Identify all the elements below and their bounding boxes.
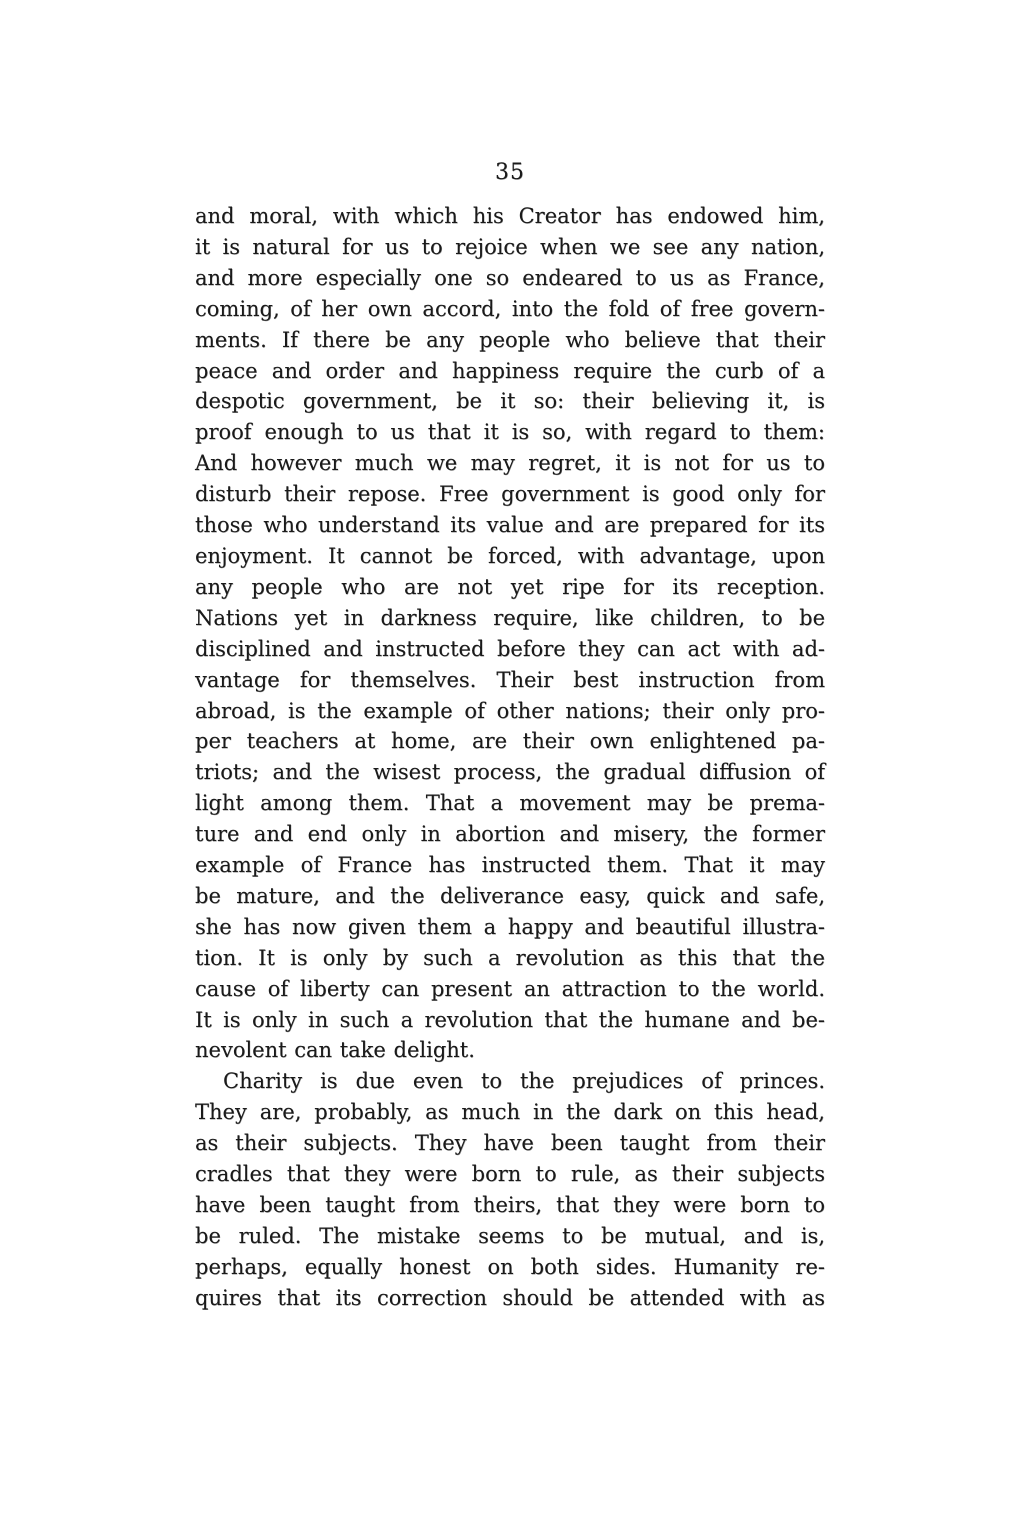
text-line: any people who are not yet ripe for its reception.	[195, 574, 825, 599]
text-line: despotic government, be it so: their believing it, is	[195, 389, 825, 414]
text-line: disturb their repose. Free government is good only for	[195, 482, 825, 507]
body-text	[195, 201, 825, 1314]
text-line: disciplined and instructed before they can act with ad-	[195, 636, 825, 661]
text-line: she has now given them a happy and beautiful illustra-	[195, 914, 825, 939]
text-line: coming, of her own accord, into the fold of free govern-	[195, 296, 825, 321]
text-line: triots; and the wisest process, the gradual diffusion of	[195, 760, 825, 785]
text-line: those who understand its value and are prepared for its	[195, 513, 825, 538]
text-line: peace and order and happiness require the curb of a	[195, 358, 825, 383]
text-line: It is only in such a revolution that the humane and be-	[195, 1007, 825, 1032]
paragraph	[195, 1066, 825, 1313]
text-line: abroad, is the example of other nations; their only pro-	[195, 698, 825, 723]
text-line: proof enough to us that it is so, with regard to them:	[195, 420, 825, 445]
text-line: as their subjects. They have been taught from their	[195, 1131, 825, 1156]
text-line: Nations yet in darkness require, like children, to be	[195, 605, 825, 630]
text-line: ture and end only in abortion and misery, the former	[195, 822, 825, 847]
page-number: 35	[495, 160, 525, 185]
text-line: perhaps, equally honest on both sides. Humanity re-	[195, 1254, 825, 1279]
text-line: example of France has instructed them. That it may	[195, 853, 825, 878]
text-line: it is natural for us to rejoice when we see any nation,	[195, 234, 825, 259]
text-line: be mature, and the deliverance easy, quick and safe,	[195, 883, 825, 908]
text-line: be ruled. The mistake seems to be mutual, and is,	[195, 1223, 825, 1248]
text-line: and moral, with which his Creator has endowed him,	[195, 204, 825, 228]
text-line: tion. It is only by such a revolution as this that the	[195, 945, 825, 970]
text-line: vantage for themselves. Their best instruction from	[195, 667, 825, 692]
text-line: ments. If there be any people who believe that their	[195, 327, 825, 352]
text-line: cradles that they were born to rule, as their subjects	[195, 1162, 825, 1187]
text-line: Charity is due even to the prejudices of princes.	[223, 1069, 825, 1094]
text-line: enjoyment. It cannot be forced, with advantage, upon	[195, 543, 825, 568]
text-line: nevolent can take delight.	[195, 1038, 475, 1063]
text-line: cause of liberty can present an attraction to the world.	[195, 976, 825, 1001]
paragraph	[195, 201, 825, 1066]
text-line: have been taught from theirs, that they were born to	[195, 1193, 825, 1217]
text-line: quires that its correction should be attended with as	[195, 1285, 825, 1310]
text-line: light among them. That a movement may be prema-	[195, 791, 825, 816]
text-line: They are, probably, as much in the dark on this head,	[195, 1100, 825, 1125]
text-line: per teachers at home, are their own enlightened pa-	[195, 729, 825, 754]
text-line: And however much we may regret, it is not for us to	[195, 451, 825, 476]
text-line: and more especially one so endeared to us as France,	[195, 265, 825, 290]
